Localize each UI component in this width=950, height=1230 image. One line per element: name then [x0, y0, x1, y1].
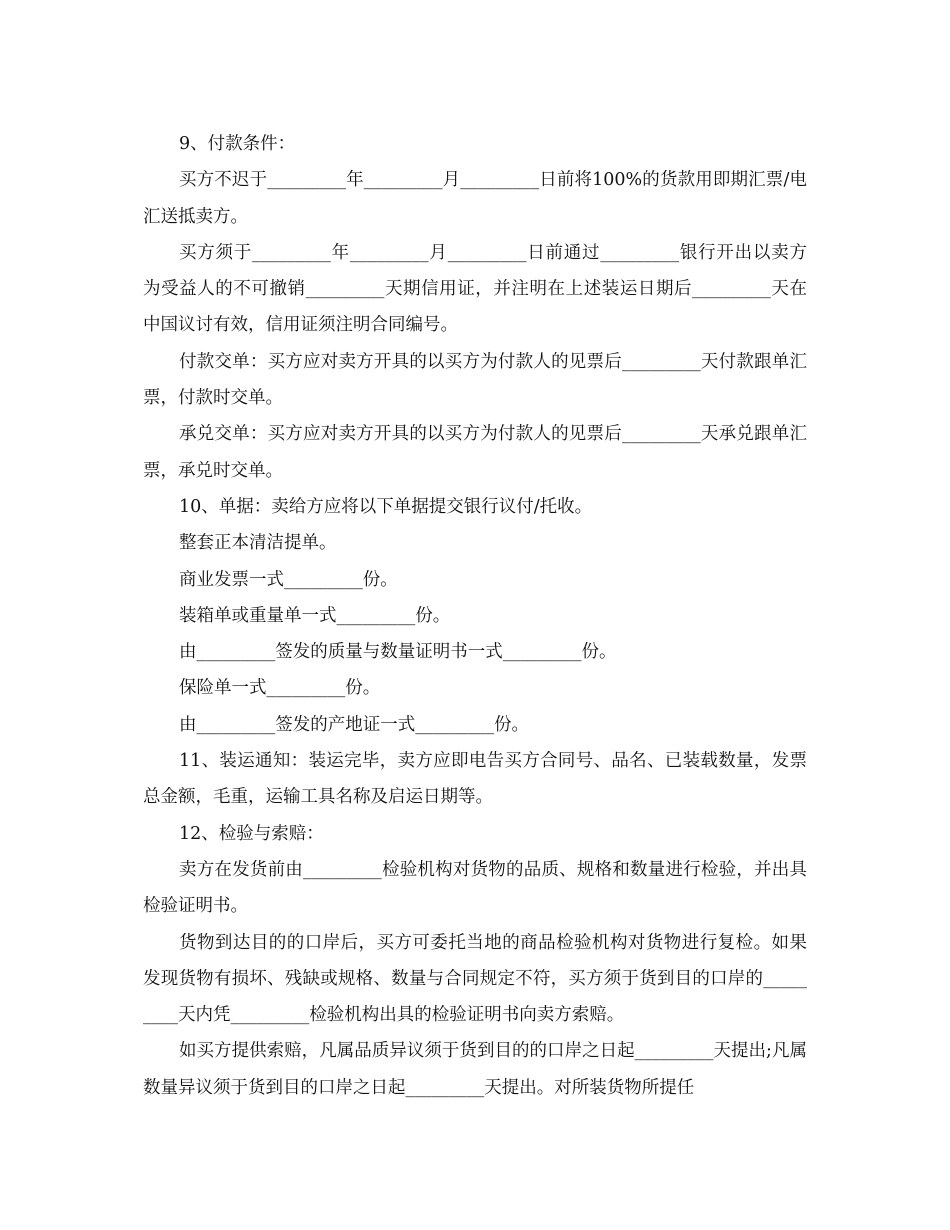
list-item-quality-certificate: 由_________签发的质量与数量证明书一式_________份。: [179, 642, 617, 663]
section-heading-documents: 10、单据：卖给方应将以下单据提交银行议付/托收。: [179, 496, 593, 517]
paragraph-pre-shipment-inspection: 卖方在发货前由_________检验机构对货物的品质、规格和数量进行检验，并出具检验证明书。: [143, 859, 807, 917]
paragraph-reinspection: 货物到达目的的口岸后，买方可委托当地的商品检验机构对货物进行复检。如果发现货物有损坏、残缺或规格、数量与合同规定不符，买方须于货到目的口岸的_________天内凭_________检验机构出具的检验证明书向卖方索赔。: [143, 932, 807, 1026]
paragraph-documents-against-payment: 付款交单：买方应对卖方开具的以买方为付款人的见票后_________天付款跟单汇票，付款时交单。: [143, 351, 807, 409]
section-heading-shipping-notice: 11、装运通知：装运完毕，卖方应即电告买方合同号、品名、已装载数量，发票总金额，毛重，运输工具名称及启运日期等。: [143, 751, 807, 808]
paragraph-letter-of-credit: 买方须于_________年_________月_________日前通过_________银行开出以卖方为受益人的不可撤销_________天期信用证，并注明在上述装运日期后_________天在中国议讨有效，信用证须注明合同编号。: [143, 242, 807, 336]
paragraph-documents-against-acceptance: 承兑交单：买方应对卖方开具的以买方为付款人的见票后_________天承兑跟单汇票，承兑时交单。: [143, 424, 807, 481]
document-page: [143, 126, 807, 1106]
paragraph-payment-deadline: 买方不迟于_________年_________月_________日前将100%的货款用即期汇票/电汇送抵卖方。: [143, 170, 807, 227]
list-item-commercial-invoice: 商业发票一式_________份。: [179, 569, 398, 590]
list-item-packing-list: 装箱单或重量单一式_________份。: [179, 605, 451, 626]
list-item-insurance-policy: 保险单一式_________份。: [179, 678, 381, 699]
list-item-certificate-of-origin: 由_________签发的产地证一式_________份。: [179, 714, 529, 735]
paragraph-claim-deadlines: 如买方提供索赔，凡属品质异议须于货到目的的口岸之日起_________天提出;凡属数量异议须于货到目的口岸之日起_________天提出。对所装货物所提任: [143, 1041, 807, 1098]
section-heading-payment-terms: 9、付款条件：: [179, 134, 296, 154]
section-heading-inspection-claims: 12、检验与索赔：: [179, 823, 324, 844]
list-item-bill-of-lading: 整套正本清洁提单。: [179, 533, 337, 554]
